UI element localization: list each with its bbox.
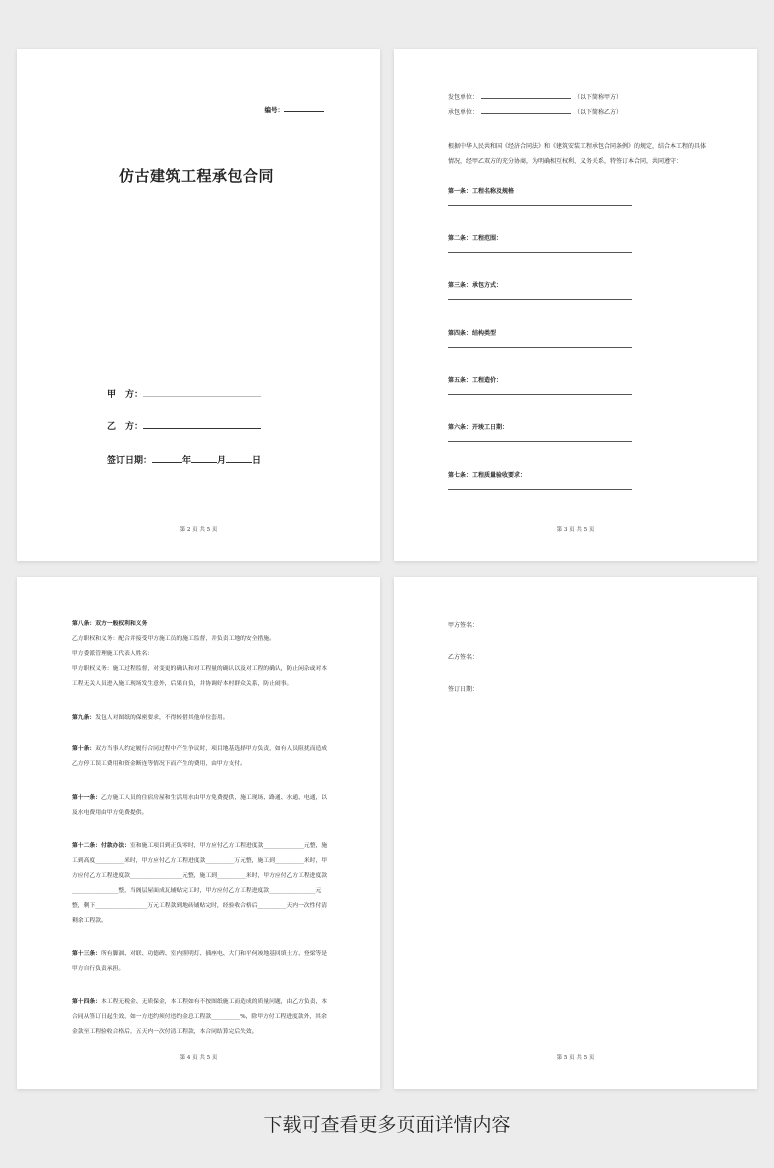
contract-cover-page (17, 49, 380, 561)
clause-title: 第二条：工程范围： (448, 235, 503, 242)
clause-blank-line (448, 488, 632, 490)
month-label: 月 (217, 456, 227, 466)
sign-date-label: 签订日期： (107, 456, 153, 466)
article-10-text: 双方当事人约定履行合同过程中产生争议时，项目地基选择甲方负责，如有人员阻扰而造成乙方停工误工费用和资金断连等情况下而产生的费用，由甲方支付。 (72, 746, 328, 767)
contract-number-label: 编号： (264, 106, 284, 114)
article-14 (72, 995, 332, 1040)
article-8-line-2: 甲方委派管理施工代表人姓名： (72, 651, 154, 657)
article-11-text: 乙方施工人员的住宿房屋和生活用水由甲方免费提供，施工现场、路通、水通、电通，以及水电费用由甲方免费提供。 (72, 795, 328, 816)
clause-title: 第四条：结构类型 (448, 330, 497, 337)
clause-title: 第六条：开竣工日期： (448, 424, 509, 431)
clause-blank-line (448, 440, 632, 442)
article-8-title: 第八条：双方一般权利和义务 (72, 621, 148, 627)
article-11 (72, 791, 332, 821)
contractor-a-note: （以下简称甲方） (574, 94, 623, 101)
article-8 (72, 617, 332, 692)
party-b-blank (143, 421, 261, 429)
day-label: 日 (252, 456, 262, 466)
clause-title: 第三条：承包方式： (448, 282, 503, 289)
contract-page-3 (17, 577, 380, 1089)
article-14-label: 第十四条： (72, 999, 101, 1005)
clause-title: 第一条：工程名称及规格 (448, 188, 515, 195)
clause-title: 第五条：工程造价： (448, 377, 503, 384)
clause-blank-line (448, 204, 632, 206)
party-b-field (107, 419, 261, 432)
clause-1 (448, 186, 632, 206)
party-a-field (107, 387, 261, 400)
contractor-b-blank (481, 108, 571, 114)
article-12-text: 室和施工项目到正负零时，甲方应付乙方工程进度款______________元整，施工到高度__________米时，甲方应付乙方工程进度款__________万元整，施工到__________米时，甲方应付乙方工程进度款__________________元整，施工到__________米时，甲方应付乙方工程进度款________________整，当阁层屋面成瓦辅贴完工时，甲方应付乙方工程进度款________________元整，剩下__________________万元工程款到地砖铺贴完时，经验收合格后__________天内一次性付清剩余工程款。 (72, 843, 328, 924)
clause-title: 第七条：工程质量验收要求： (448, 472, 527, 479)
article-12 (72, 839, 332, 929)
page-number: 第 5 页 共 5 页 (556, 1055, 595, 1061)
contract-intro-paragraph: 根据中华人民共和国《经济合同法》和《建筑安装工程承包合同条例》的规定，结合本工程的具体情况，经甲乙双方的充分协商，为明确相互权利、义务关系，特签订本合同，共同遵守： (448, 143, 707, 165)
sign-party-b-label: 乙方签名： (448, 654, 479, 661)
clause-2 (448, 233, 632, 253)
contractor-b-field (448, 107, 622, 116)
sign-date-field (107, 453, 261, 466)
page-number: 第 3 页 共 5 页 (556, 527, 595, 533)
article-14-text: 本工程无税金、无质保金，本工程如有不按图纸施工而造成的质量问题，由乙方负责，本合同从签订日起生效，如一方违约须付违约金总工程款__________%，除甲方付工程进度款外，其余金款至工程验收合格后，五天内一次付清工程款，本合同结算完后失效。 (72, 999, 328, 1035)
clause-4 (448, 328, 632, 348)
contractor-a-blank (481, 93, 571, 99)
contract-page-2 (394, 49, 757, 561)
clause-6 (448, 422, 632, 442)
download-more-caption[interactable]: 下载可查看更多页面详情内容 (263, 1114, 511, 1136)
party-a-label: 甲 方： (107, 390, 144, 400)
article-11-label: 第十一条： (72, 795, 101, 801)
article-10 (72, 742, 332, 772)
article-12-label: 第十二条：付款办法： (72, 843, 130, 849)
clause-blank-line (448, 298, 632, 300)
day-blank (226, 455, 252, 463)
month-blank (191, 455, 217, 463)
party-b-label: 乙 方： (107, 422, 144, 432)
contractor-b-label: 承包单位： (448, 109, 479, 116)
page-number: 第 4 页 共 5 页 (179, 1055, 218, 1061)
article-8-line-1: 乙方职权和义务：配合并接受甲方施工员的施工监督，并负责工地的安全措施。 (72, 636, 275, 642)
clause-3 (448, 280, 632, 300)
clause-blank-line (448, 346, 632, 348)
party-a-blank (143, 389, 261, 397)
contract-signature-page (394, 577, 757, 1089)
contractor-a-field (448, 92, 622, 101)
article-13 (72, 947, 332, 977)
article-9-label: 第九条： (72, 715, 96, 721)
article-9 (72, 711, 332, 726)
article-13-label: 第十三条： (72, 951, 101, 957)
document-title: 仿古建筑工程承包合同 (119, 167, 275, 185)
contractor-b-note: （以下简称乙方） (574, 109, 623, 116)
article-10-label: 第十条： (72, 746, 96, 752)
article-9-text: 发包人对图纸的保密要求，不得转借其他单位套用。 (95, 715, 229, 721)
page-number: 第 2 页 共 5 页 (179, 527, 218, 533)
clause-blank-line (448, 251, 632, 253)
contract-number-blank (284, 105, 324, 112)
article-8-line-3: 甲方职权义务：施工过程监督，对变更的确认和对工程量的确认以及对工程的确认，防止闲杂或对本工程无关人员进入施工现场发生意外，后果自负，并协调好本村群众关系，防止闹事。 (72, 666, 328, 687)
article-13-text: 所有脚涸、对联、功德碑、室内照明灯、插座电、大门和平何竣地基回填土方、登梁等是甲方自行负责承担。 (72, 951, 328, 972)
sign-date-label: 签订日期： (448, 686, 479, 693)
sign-party-a-label: 甲方签名： (448, 622, 479, 629)
contractor-a-label: 发包单位： (448, 94, 479, 101)
year-label: 年 (182, 456, 192, 466)
clause-5 (448, 375, 632, 395)
year-blank (152, 455, 182, 463)
clause-7 (448, 470, 632, 490)
clause-blank-line (448, 393, 632, 395)
contract-number-field (265, 105, 325, 114)
